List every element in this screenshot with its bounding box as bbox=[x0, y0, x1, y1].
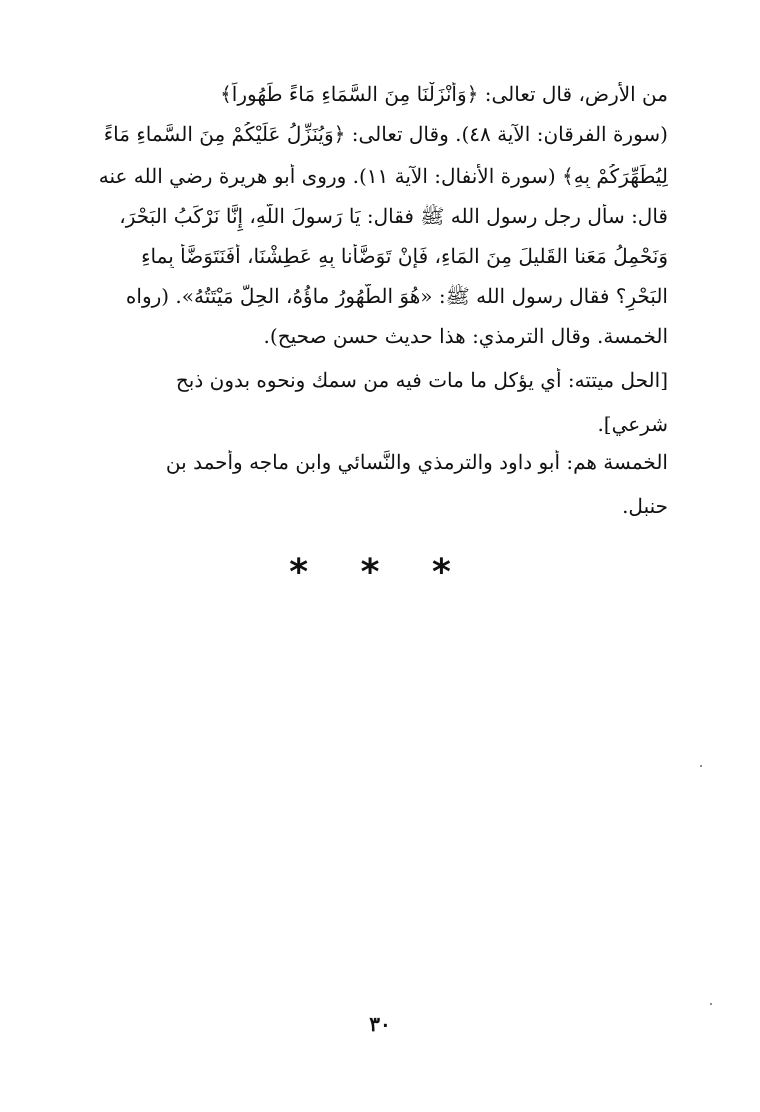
note-paragraph-meaning bbox=[82, 368, 668, 448]
note-line: شرعي]. bbox=[597, 412, 668, 436]
main-paragraph-line: وَنَحْمِلُ مَعَنا القَليلَ مِنَ المَاءِ، فَإِنْ تَوَضَّأْنا بِهِ عَطِشْنَا، أَفَنَتَوَضَّأُ بِماءِ bbox=[141, 244, 668, 268]
note-line: الخمسة هم: أبو داود والترمذي والنَّسائي وابن ماجه وأحمد بن bbox=[165, 450, 668, 474]
scan-speck bbox=[700, 765, 702, 767]
note-line: حنبل. bbox=[622, 494, 668, 518]
main-paragraph-line: البَحْرِ؟ فقال رسول الله ﷺ: «هُوَ الطَّهُورُ ماؤُهُ، الحِلُّ مَيْتَتُهُ». (رواه bbox=[125, 284, 668, 308]
main-paragraph-line: قال: سأل رجل رسول الله ﷺ فقال: يَا رَسولَ اللَّهِ، إِنَّا نَرْكَبُ البَحْرَ، bbox=[119, 204, 668, 228]
main-paragraph-line: (سورة الفرقان: الآية ٤٨). وقال تعالى: ﴿وَيُنَزِّلُ عَلَيْكُمْ مِنَ السَّماءِ مَاءً bbox=[103, 122, 668, 146]
scan-speck bbox=[710, 1003, 712, 1005]
main-paragraph bbox=[82, 82, 668, 382]
main-paragraph-line: لِيُطَهِّرَكُمْ بِهِ﴾ (سورة الأنفال: الآية ١١). وروى أبو هريرة رضي الله عنه bbox=[98, 164, 668, 188]
main-paragraph-line: من الأرض، قال تعالى: ﴿وَأَنْزَلْنَا مِنَ السَّمَاءِ مَاءً طَهُوراً﴾ bbox=[220, 82, 668, 106]
main-paragraph-line: الخمسة. وقال الترمذي: هذا حديث حسن صحيح). bbox=[263, 324, 668, 348]
note-line: [الحل ميتته: أي يؤكل ما مات فيه من سمك ونحوه بدون ذبح bbox=[175, 368, 668, 392]
page-number: ٣٠ bbox=[369, 1012, 391, 1036]
note-paragraph-narrators bbox=[82, 450, 668, 530]
section-separator: * * * bbox=[289, 552, 471, 593]
